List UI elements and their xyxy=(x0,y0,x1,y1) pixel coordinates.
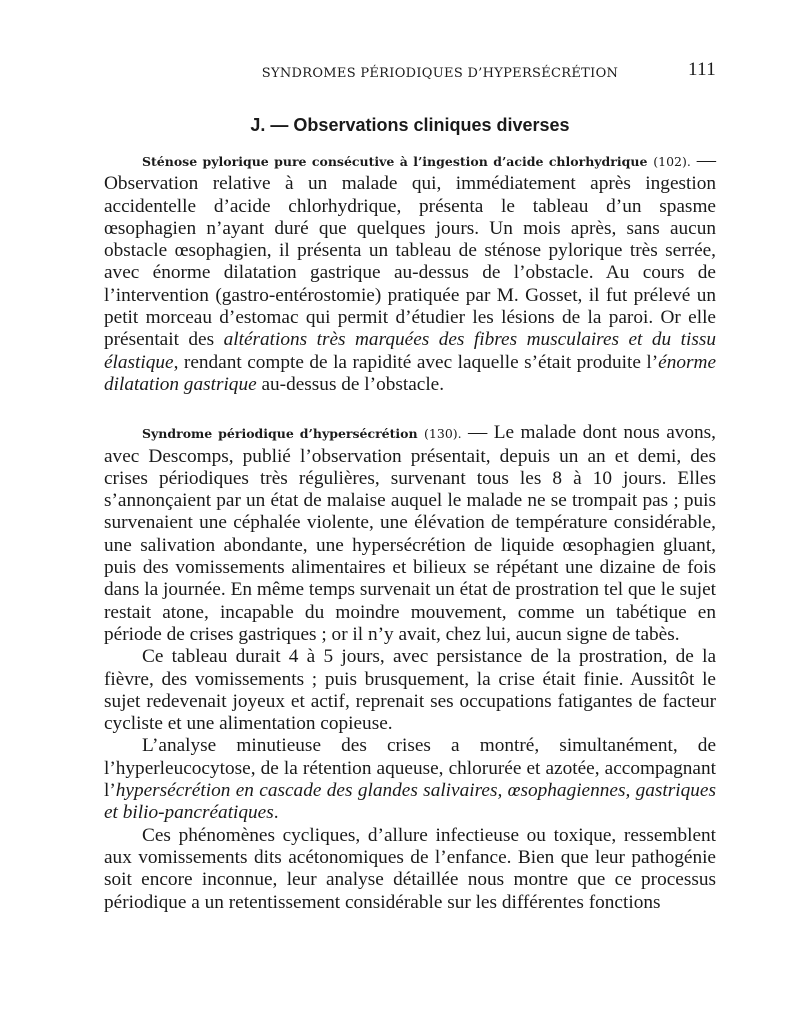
paragraph-text: — Le malade dont nous avons, avec Descomps, publié l’observation présentait, depuis un an et demi, des crises périodiques très régulières, survenant tous les 8 à 10 jours. Elles s’annonçaient par un état de malaise auquel le malade ne se trompait pas ; puis survenaient une céphalée violente, une élévation de température considérable, une salivation abondante, une hypersécrétion de liquide œsophagien gluant, puis des vomissements alimentaires et bilieux se répétant une dizaine de fois dans la journée. En même temps survenait un état de prostration tel que le sujet restait atone, incapable du moindre mouvement, comme un tabétique en période de crises gastriques ; or il n’y avait, chez lui, aucun signe de tabès. xyxy=(104,422,716,645)
paragraph-text: Ce tableau durait 4 à 5 jours, avec persistance de la prostration, de la fièvre, des vomissements ; puis brusquement, la crise était finie. Aussitôt le sujet redevenait joyeux et actif, reprenait ses occupations fatigantes de facteur cycliste et une alimentation copieuse. xyxy=(104,646,716,735)
italic-text: altérations très marquées des fibres musculaires et du tissu élastique xyxy=(104,329,716,373)
section-title: J. — Observations cliniques diverses xyxy=(250,115,570,135)
page-number: 111 xyxy=(688,59,716,80)
paragraph-analyse xyxy=(104,735,716,824)
running-header xyxy=(104,59,716,84)
reference-number: (130). xyxy=(424,426,462,442)
paragraph-text: Ces phénomènes cycliques, d’allure infectieuse ou toxique, ressemblent aux vomissements dits acétonomiques de l’enfance. Bien que leur pathogénie soit encore inconnue, leur analyse détaillée nous montre que ce processus périodique a un retentissement considérable sur les différentes fonctions xyxy=(104,824,716,913)
paragraph-stenose xyxy=(104,150,716,396)
running-title: SYNDROMES PÉRIODIQUES D’HYPERSÉCRÉTION xyxy=(261,66,619,81)
paragraph-text: — Observation relative à un malade qui, immédiatement après ingestion accidentelle d’acide chlorhydrique, présenta le tableau d’un spasme œsophagien n’ayant duré que quelques jours. Un mois après, sans aucun obstacle œsophagien, il présenta un tableau de sténose pylorique très serrée, avec énorme dilatation gastrique au-dessus de l’obstacle. Au cours de l’intervention (gastro-entérostomie) pratiquée par M. Gosset, il fut prélevé un petit morceau d’estomac qui permit d’étudier les lésions de la paroi. Or elle présentait des xyxy=(104,150,716,351)
paragraph-text: L’analyse minutieuse des crises a montré, simultanément, de l’hyperleucocytose, de la rétention aqueuse, chlorurée et azotée, accompagnant l’ xyxy=(104,735,716,802)
reference-number: (102). xyxy=(653,154,691,169)
paragraph-lead: Syndrome périodique d’hypersécrétion xyxy=(142,426,418,442)
paragraph-text: . xyxy=(273,802,279,824)
body-text xyxy=(104,150,716,914)
italic-text: énorme dilatation gastrique xyxy=(104,351,716,395)
paragraph-tableau xyxy=(104,646,716,735)
paragraph-text: au-dessus de l’obstacle. xyxy=(256,373,445,395)
italic-text: hypersécrétion en cascade des glandes salivaires, œsophagiennes, gastriques et bilio-pancréatiques xyxy=(104,780,716,824)
paragraph-lead: Sténose pylorique pure consécutive à l’ingestion d’acide chlorhydrique xyxy=(142,154,648,169)
paragraph-syndrome xyxy=(104,422,716,646)
paragraph-text: , rendant compte de la rapidité avec laquelle s’était produite l’ xyxy=(173,351,659,373)
paragraph-phenomenes xyxy=(104,825,716,914)
